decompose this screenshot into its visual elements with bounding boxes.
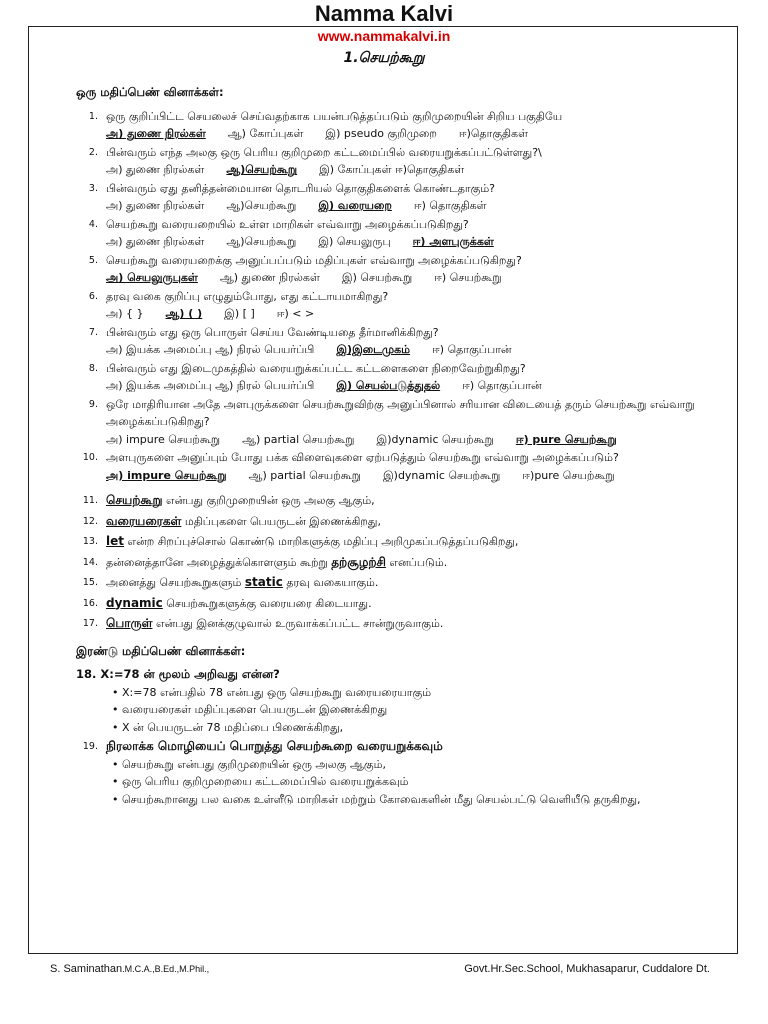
options-row [70,431,740,449]
fill-suffix: எனப்படும். [385,555,448,569]
footer-author: S. Saminathan.M.C.A.,B.Ed.,M.Phil., [50,963,210,975]
fill-number: 13. [82,536,98,547]
fill-suffix: மதிப்புகளை பெயருடன் இணைக்கிறது, [181,514,381,528]
question-number: 1. [88,110,98,122]
one-mark-heading: ஒரு மதிப்பெண் வினாக்கள்: [76,85,224,99]
fill-suffix: தரவு வகையாகும். [282,576,379,589]
bullet-point: • X ன் பெயருடன் 78 மதிப்பை பிணைக்கிறது, [70,719,740,737]
fill-answer: static [244,575,283,589]
option: இ) [ ] [224,307,255,320]
option: இ) செயற்கூறு [341,271,413,284]
option: இ) pseudo குறிமுறை [325,127,437,140]
option: ஈ)தொகுதிகள் [458,127,529,140]
fill-suffix: என்பது இனக்குழுவால் உருவாக்கப்பட்ட சான்றுருவாகும். [152,617,444,630]
q18: 18. X:=78 ன் மூலம் அறிவது என்ன? [76,667,280,681]
bullet-point: • செயற்கூறானது பல வகை உள்ளீடு மாறிகள் மற்றும் கோவைகளின் மீது செயல்பட்டு வெளியீடு தருகிறது, [70,791,740,809]
question-row [70,360,740,378]
question-row [70,288,740,306]
fill-answer: தற்சூழற்சி [331,554,386,569]
question-text: பின்வரும் எந்த அலகு ஒரு பெரிய குறிமுறை கட்டமைப்பில் வரையறுக்கப்பட்டுள்ளது?\ [106,145,542,159]
option: ஈ) தொகுதிகள் [413,199,487,212]
option: இ) செயலுருபு [318,235,391,248]
bullet-point: • ஒரு பெரிய குறிமுறையை கட்டமைப்பில் வரையறுக்கவும் [70,773,740,791]
fill-text [106,554,740,572]
option: ஈ) தொகுப்பான் [432,343,512,356]
site-url[interactable]: www.nammakalvi.in [317,28,451,44]
option: ஆ) partial செயற்கூறு [242,432,355,446]
option: இ)dynamic செயற்கூறு [382,468,501,482]
fill-answer: dynamic [106,595,163,610]
question-row [70,252,740,270]
question-number: 5. [88,254,98,266]
fill-number: 16. [82,597,98,609]
fill-row [70,492,740,510]
question-text: செயற்கூறு வரையறையில் உள்ள மாறிகள் எவ்வாறு அழைக்கப்படுகிறது? [106,217,469,231]
footer-school: Govt.Hr.Sec.School, Mukhasaparur, Cuddalore Dt. [464,963,710,975]
options-row [70,269,740,287]
question-text: ஒரு குறிப்பிட்ட செயலைச் செய்வதற்காக பயன்படுத்தப்படும் குறிமுறையின் சிறிய பகுதியே [106,109,563,123]
chapter-title: 1.செயற்கூறு [343,50,425,66]
options-row [70,197,740,215]
mcq-list [70,108,740,485]
question-text: பின்வரும் எது ஒரு பொருள் செய்ய வேண்டியதை தீர்மானிக்கிறது? [106,325,439,339]
fill-row [70,574,740,592]
question-row [70,144,740,162]
option: ஈ) தொகுப்பான் [462,379,542,392]
question-row [70,180,740,198]
answer-option: இ) வரையறை [318,199,392,212]
fill-answer: let [106,534,124,548]
options-row [70,305,740,323]
option: அ) துணை நிரல்கள் [106,199,205,212]
question-number: 4. [88,218,98,230]
question-number: 7. [88,326,98,338]
fill-row [70,513,740,531]
question-text: அளபுருகளை அனுப்பும் போது பக்க விளைவுகளை ஏற்படுத்தும் செயற்கூறு எவ்வாறு அழைக்கப்படும்? [106,451,619,464]
question-row [70,216,740,234]
option: அ) impure செயற்கூறு [106,432,221,446]
fill-number: 15. [82,577,98,588]
question-row [70,449,740,467]
bullet-point: • X:=78 என்பதில் 78 என்பது ஒரு செயற்கூறு வரையரையாகும் [70,684,740,702]
answer-option: ஆ)செயற்கூறு [226,163,298,176]
bullet-point: • செயற்கூறு என்பது குறிமுறையின் ஒரு அலகு ஆகும், [70,756,740,774]
option: அ) துணை நிரல்கள் [106,163,205,176]
options-row [70,377,740,395]
options-row [70,341,740,359]
question-number: 6. [88,290,98,302]
answer-option: ஈ) pure செயற்கூறு [515,432,617,446]
footer [50,963,710,975]
question-row [70,324,740,342]
fill-suffix: என்பது குறிமுறையின் ஒரு அலகு ஆகும், [162,494,375,507]
fill-row [70,533,740,551]
fill-number: 17. [82,618,98,629]
options-row [70,233,740,251]
fill-text [106,492,740,510]
option: ஆ)செயற்கூறு [226,235,297,248]
fill-text [106,595,740,613]
fill-number: 14. [82,556,98,568]
answer-option: ஈ) அளபுருக்கள் [412,235,494,248]
fill-suffix: என்ற சிறப்புச்சொல் கொண்டு மாறிகளுக்கு மதிப்பு அறிமுகப்படுத்தப்படுகிறது, [124,535,519,548]
q19-points [70,756,740,809]
fill-prefix: அனைத்து செயற்கூறுகளும் [106,576,245,589]
question-number: 10. [82,452,98,463]
question-number: 3. [88,182,98,194]
question-number: 8. [88,362,98,374]
answer-option: இ) செயல்படுத்துதல் [336,379,441,392]
fill-text [106,615,740,633]
q19: 19. நிரலாக்க மொழியைப் பொறுத்து செயற்கூறை வரையறுக்கவும் [82,739,443,753]
fill-row [70,615,740,633]
option: ஆ) partial செயற்கூறு [248,468,361,482]
fill-number: 11. [82,495,98,506]
answer-option: அ) impure செயற்கூறு [106,468,227,482]
fill-text [106,513,740,531]
fill-text [106,533,740,551]
options-row [70,467,740,485]
option: ஈ)pure செயற்கூறு [522,468,615,482]
question-text: பின்வரும் எது இடைமுகத்தில் வரையறுக்கப்பட்ட கட்டளைகளை நிறைவேற்றுகிறது? [106,361,526,375]
question-number: 9. [88,398,98,410]
content [70,84,740,808]
fill-text [106,574,740,592]
fill-suffix: செயற்கூறுகளுக்கு வரையரை கிடையாது. [162,596,372,610]
option: அ) { } [106,307,144,320]
question-row [70,108,740,126]
question-text: தரவு வகை குறிப்பு எழுதும்போது, எது கட்டாயமாகிறது? [106,289,389,303]
q18-points [70,684,740,737]
options-row [70,125,740,143]
options-row [70,161,740,179]
option: இ) கோப்புகள் ஈ)தொகுதிகள் [319,163,465,176]
fill-row [70,554,740,572]
bullet-point: • வரையரைகள் மதிப்புகளை பெயருடன் இணைக்கிறது [70,701,740,719]
question-row [70,396,740,431]
option: ஆ) துணை நிரல்கள் [219,271,320,284]
fill-list [70,492,740,633]
answer-option: அ) செயலுருபுகள் [106,271,198,284]
answer-option: அ) துணை நிரல்கள் [106,127,206,140]
fill-prefix: தன்னைத்தானே அழைத்துக்கொளளும் கூற்று [106,555,332,569]
brand-title: Namma Kalvi [0,2,768,26]
fill-answer: செயற்கூறு [106,493,163,507]
question-text: ஒரே மாதிரியான அதே அளபுருக்களை செயற்கூறுவிற்கு அனுப்பினால் சரியான விடையைத் தரும் செயற்கூறு எவ்வாறு அழைக்கப்படுகிறது? [106,397,695,428]
option: அ) துணை நிரல்கள் [106,235,205,248]
question-number: 2. [88,146,98,158]
option: ஈ) < > [276,307,315,320]
option: ஆ)செயற்கூறு [226,199,297,212]
answer-option: ஆ) ( ) [165,307,203,320]
option: ஈ) செயற்கூறு [434,271,502,284]
question-text: பின்வரும் ஏது தனித்தன்மையான தொடரியல் தொகுதிகளைக் கொண்டதாகும்? [106,181,496,195]
fill-answer: வரையரைகள் [106,513,182,528]
two-mark-heading: இரண்டு மதிப்பெண் வினாக்கள்: [76,643,246,658]
question-text: செயற்கூறு வரையறைக்கு அனுப்பப்படும் மதிப்புகள் எவ்வாறு அழைக்கப்படுகிறது? [106,253,522,267]
option: இ)dynamic செயற்கூறு [376,432,494,446]
option: ஆ) கோப்புகள் [227,127,304,140]
answer-option: இ)இடைமுகம் [336,343,411,356]
fill-answer: பொருள் [106,616,153,630]
option: அ) இயக்க அமைப்பு ஆ) நிரல் பெயர்ப்பி [106,343,315,356]
fill-row [70,595,740,613]
fill-number: 12. [82,515,98,527]
option: அ) இயக்க அமைப்பு ஆ) நிரல் பெயர்ப்பி [106,379,315,392]
